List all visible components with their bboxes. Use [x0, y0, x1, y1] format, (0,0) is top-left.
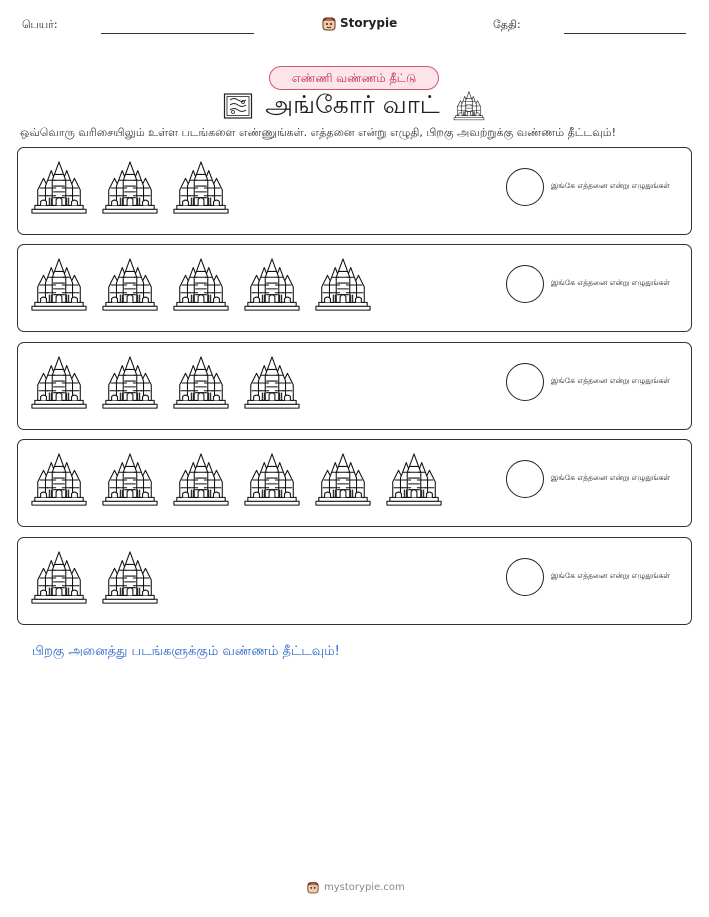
site-url: mystorypie.com: [324, 881, 405, 893]
angkor-wat-temple-icon[interactable]: [30, 159, 88, 217]
angkor-wat-temple-icon[interactable]: [243, 256, 301, 314]
counting-row: [17, 244, 692, 332]
answer-hint: இங்கே எத்தனை என்று எழுதுங்கள்: [551, 571, 671, 580]
answer-hint: இங்கே எத்தனை என்று எழுதுங்கள்: [551, 278, 671, 287]
counting-row: [17, 147, 692, 235]
answer-hint: இங்கே எத்தனை என்று எழுதுங்கள்: [551, 376, 671, 385]
angkor-wat-temple-icon[interactable]: [30, 451, 88, 509]
angkor-wat-temple-icon[interactable]: [172, 451, 230, 509]
storypie-mascot-icon: [307, 880, 319, 894]
activity-badge: எண்ணி வண்ணம் தீட்டு: [269, 66, 439, 90]
angkor-wat-temple-icon[interactable]: [243, 451, 301, 509]
angkor-wat-temple-icon[interactable]: [30, 354, 88, 412]
date-label: தேதி:: [493, 18, 521, 31]
date-line[interactable]: [564, 33, 686, 34]
angkor-wat-temple-icon[interactable]: [172, 256, 230, 314]
angkor-wat-temple-icon[interactable]: [314, 256, 372, 314]
answer-circle[interactable]: [506, 265, 544, 303]
angkor-wat-temple-icon[interactable]: [243, 354, 301, 412]
answer-circle[interactable]: [506, 558, 544, 596]
brand-logo: [322, 12, 397, 34]
temple-icons: [30, 159, 230, 217]
angkor-wat-temple-icon[interactable]: [172, 354, 230, 412]
angkor-wat-temple-icon: [452, 90, 486, 122]
answer-hint: இங்கே எத்தனை என்று எழுதுங்கள்: [551, 181, 671, 190]
angkor-relief-icon: [223, 91, 253, 121]
answer-hint: இங்கே எத்தனை என்று எழுதுங்கள்: [551, 473, 671, 482]
angkor-wat-temple-icon[interactable]: [30, 256, 88, 314]
angkor-wat-temple-icon[interactable]: [172, 159, 230, 217]
angkor-wat-temple-icon[interactable]: [385, 451, 443, 509]
footer-note: பிறகு அனைத்து படங்களுக்கும் வண்ணம் தீட்டவும்!: [32, 644, 340, 659]
title-text: அங்கோர் வாட்: [265, 89, 440, 119]
counting-row: [17, 439, 692, 527]
instructions: ஒவ்வொரு வரிசையிலும் உள்ள படங்களை எண்ணுங்கள். எத்தனை என்று எழுதி, பிறகு அவற்றுக்கு வண்ணம் தீட்டவும்!: [20, 126, 617, 139]
page-title: [0, 88, 709, 124]
temple-icons: [30, 256, 372, 314]
answer-circle[interactable]: [506, 363, 544, 401]
counting-row: [17, 537, 692, 625]
counting-row: [17, 342, 692, 430]
answer-circle[interactable]: [506, 460, 544, 498]
angkor-wat-temple-icon[interactable]: [101, 451, 159, 509]
angkor-wat-temple-icon[interactable]: [101, 354, 159, 412]
angkor-wat-temple-icon[interactable]: [101, 549, 159, 607]
temple-icons: [30, 451, 443, 509]
angkor-wat-temple-icon[interactable]: [30, 549, 88, 607]
answer-circle[interactable]: [506, 168, 544, 206]
temple-icons: [30, 549, 159, 607]
name-label: பெயர்:: [22, 18, 58, 31]
temple-icons: [30, 354, 301, 412]
angkor-wat-temple-icon[interactable]: [101, 256, 159, 314]
angkor-wat-temple-icon[interactable]: [314, 451, 372, 509]
worksheet-header: [0, 12, 709, 38]
brand-name: Storypie: [340, 16, 398, 30]
name-line[interactable]: [101, 33, 254, 34]
storypie-mascot-icon: [322, 15, 336, 31]
angkor-wat-temple-icon[interactable]: [101, 159, 159, 217]
site-footer: [307, 880, 405, 894]
